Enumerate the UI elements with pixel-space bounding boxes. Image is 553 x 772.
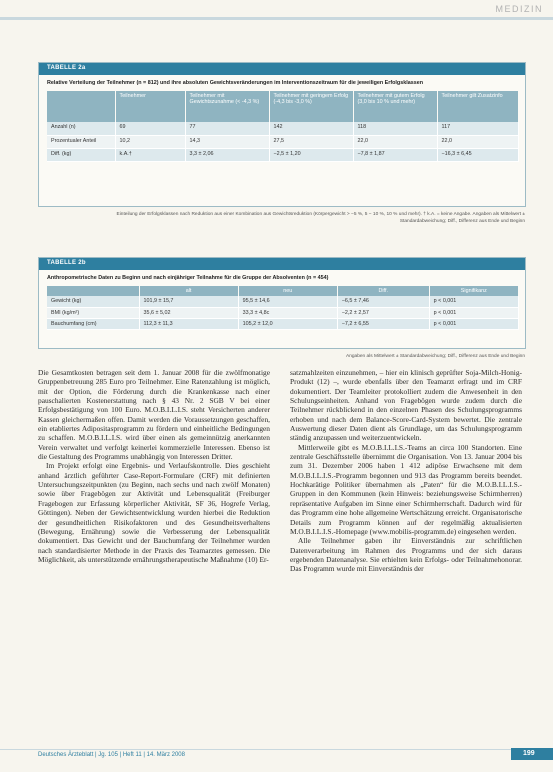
- table-cell: 142: [269, 122, 353, 135]
- header-rule: [0, 17, 553, 20]
- table-cell: 14,3: [185, 135, 269, 148]
- page-number: 199: [511, 748, 553, 760]
- table-2a-header-cell: Teilnehmer gilt Zusatzinfo: [437, 91, 519, 122]
- table-cell: p < 0,001: [429, 318, 518, 329]
- table-2b-title: Anthropometrische Daten zu Beginn und nach einjähriger Teilnahme für die Gruppe der Absolventen (n = 454): [47, 275, 329, 281]
- body-paragraph: Im Projekt erfolgt eine Ergebnis- und Verlaufskontrolle. Dies geschieht anhand ärztlich geführter Case-Report-Formulare (CRF) mit definierten Untersuchungszeitpunkten (zu Beginn, nach sechs und nach zwölf Monaten) sowie über Fragebögen zur Aktivität und Lebensqualität (Freiburger Fragebogen zur Erfassung körperlicher Aktivität, SF 36, Hogrefe Verlag, Göttingen). Neben der Gewichtsentwicklung wurden hierbei die Reduktion der gesundheitlichen Risikofaktoren und des Gesundheitsverhaltens (Bewegung, Ernährung) sowie die Verbesserung der Lebensqualität dokumentiert. Das Gewicht und der Bauchumfang der Teilnehmer wurden nach standardisierter Methode in der Praxis des Teamarztes gemessen. Die Möglichkeit, als unterstützende ernährungstherapeutische Maßnahme (10) Er-: [38, 461, 270, 564]
- table-2b-header-cell: [47, 286, 139, 296]
- footer-rule: [0, 749, 553, 750]
- table-2b-header-cell: alt: [139, 286, 238, 296]
- table-2b-header-cell: Diff.: [337, 286, 429, 296]
- table-2a-header-cell: Teilnehmer: [115, 91, 185, 122]
- body-paragraph: satzmahlzeiten einzunehmen, – hier ein klinisch geprüfter Soja-Milch-Honig-Produkt (12) –, wurde ebenfalls über den Teamarzt erfragt und im CRF dokumentiert. Der Teamleiter protokolliert zudem die Anwesenheit in den Schulungseinheiten. Anhand von Fragebögen wurde zudem durch die Teilnehmer rückblickend in den einzelnen Phasen des Schulungsprogramms erhoben und nach dem Balance-Score-Card-System bewertet. Die zentrale Auswertung dieser Daten dient als Grundlage, um das Schulungsprogramm ständig anzupassen und weiterzuentwickeln.: [290, 368, 522, 443]
- table-cell: 3,3 ± 2,06: [185, 148, 269, 161]
- table-cell: 22,0: [353, 135, 437, 148]
- journal-citation: Deutsches Ärzteblatt | Jg. 105 | Heft 11 | 14. März 2008: [38, 752, 185, 758]
- row-label: Anzahl (n): [47, 122, 115, 135]
- table-row: [47, 135, 519, 148]
- body-paragraph: Alle Teilnehmer gaben ihr Einverständnis zur schriftlichen Datenverarbeitung im Rahmen des Programms und der sich daraus ergebenden Datenanalyse. Sie erhielten kein Erfolgs- oder Teilnahmehonorar. Das Programm wurde mit Einverständnis der: [290, 536, 522, 574]
- table-cell: 105,2 ± 12,0: [238, 318, 337, 329]
- table-cell: p < 0,001: [429, 296, 518, 307]
- table-cell: 22,0: [437, 135, 519, 148]
- table-cell: 10,2: [115, 135, 185, 148]
- table-2b-header-cell: Signifikanz: [429, 286, 518, 296]
- row-label: Gewicht (kg): [47, 296, 139, 307]
- table-2a-header-cell: Teilnehmer mit Gewichtszunahme (< -4,3 %): [185, 91, 269, 122]
- table-2a-header-cell: Teilnehmer mit gutem Erfolg (3,0 bis 10 % und mehr): [353, 91, 437, 122]
- table-cell: 118: [353, 122, 437, 135]
- table-cell: −2,5 ± 1,20: [269, 148, 353, 161]
- table-cell: 33,3 ± 4,8c: [238, 307, 337, 318]
- table-2a-label: TABELLE 2a: [39, 63, 525, 75]
- table-2b: [38, 257, 526, 349]
- table-cell: −2,2 ± 2,57: [337, 307, 429, 318]
- table-cell: −6,5 ± 7,46: [337, 296, 429, 307]
- table-cell: −7,2 ± 6,55: [337, 318, 429, 329]
- table-cell: 69: [115, 122, 185, 135]
- body-column-left: [38, 368, 270, 564]
- row-label: Diff. (kg): [47, 148, 115, 161]
- table-row: [47, 318, 519, 329]
- table-2b-label: TABELLE 2b: [39, 258, 525, 270]
- table-row: [47, 296, 519, 307]
- table-2b-grid: [47, 286, 519, 330]
- table-cell: k.A.†: [115, 148, 185, 161]
- table-2a-note: Einteilung der Erfolgsklassen nach Reduktion aus einer Kombination aus Gewichtsreduktion (Körpergewicht > −5 %, 5 − 10 %, 10 % und mehr). † k.A. = keine Angabe. Angaben als Mittelwert ± Standardabweichung; Diff., Differenz aus Ende und Beginn: [116, 212, 525, 224]
- row-label: BMI (kg/m²): [47, 307, 139, 318]
- table-2a-header-cell: [47, 91, 115, 122]
- row-label: Bauchumfang (cm): [47, 318, 139, 329]
- body-paragraph: Die Gesamtkosten betragen seit dem 1. Januar 2008 für die zwölfmonatige Gruppenbetreuung 285 Euro pro Teilnehmer. Eine Ratenzahlung ist möglich, mit der Option, die Förderung durch die Krankenkasse nach einer pauschalierten Kostenerstattung nach § 43 Nr. 2 SGB V bei einer Erfolgsbestätigung von 100 Euro. M.O.B.I.L.I.S. steht Versicherten anderer Kassen gleichermaßen offen. Damit werden die Voraussetzungen geschaffen, ein etabliertes Adipositasprogramm zu fördern und einheitliche Bedingungen zu schaffen. M.O.B.I.L.I.S. wird über einen als gemeinnützig anerkannten Verein verwaltet und verfolgt keinerlei kommerzielle Interessen. Ebenso ist die Gestaltung des Programms unabhängig von Interessen Dritter.: [38, 368, 270, 462]
- table-2a: [38, 62, 526, 207]
- table-cell: 117: [437, 122, 519, 135]
- body-paragraph: Mittlerweile gibt es M.O.B.I.L.I.S.-Teams an circa 100 Standorten. Eine zentrale Geschäftsstelle übernimmt die Organisation. Von 13. Januar 2004 bis zum 31. Dezember 2006 haben 1 412 adipöse Erwachsene mit dem M.O.B.I.L.I.S.-Programm begonnen und 913 das Programm bereits beendet. Hochkarätige Politiker übernahmen als „Paten“ für die M.O.B.I.L.I.S.-Gruppen in den Kommunen (kein Hinweis: beziehungsweise Schirmherren) repräsentative Aufgaben im Sinne einer Schirmherrschaft. Dadurch wird für das Programm eine hohe allgemeine Wertschätzung erreicht. Organisatorische Details zum Programm können auf der regelmäßig aktualisierten M.O.B.I.L.I.S.-Homepage (www.mobilis-programm.de) eingesehen werden.: [290, 442, 522, 536]
- table-row: [47, 122, 519, 135]
- table-cell: 77: [185, 122, 269, 135]
- table-cell: 95,5 ± 14,6: [238, 296, 337, 307]
- table-cell: −7,8 ± 1,87: [353, 148, 437, 161]
- table-2a-header-cell: Teilnehmer mit geringem Erfolg (-4,3 bis -3,0 %): [269, 91, 353, 122]
- row-label: Prozentualer Anteil: [47, 135, 115, 148]
- table-row: [47, 148, 519, 161]
- table-cell: 101,9 ± 15,7: [139, 296, 238, 307]
- table-cell: p < 0,001: [429, 307, 518, 318]
- table-cell: −16,3 ± 6,45: [437, 148, 519, 161]
- table-row: [47, 307, 519, 318]
- body-column-right: [290, 368, 522, 574]
- table-2b-note: Angaben als Mittelwert ± Standardabweichung; Diff., Differenz aus Ende und Beginn: [346, 354, 525, 359]
- table-cell: 35,6 ± 5,02: [139, 307, 238, 318]
- table-2b-header-cell: neu: [238, 286, 337, 296]
- table-2a-title: Relative Verteilung der Teilnehmer (n = 812) und ihre absoluten Gewichtsveränderungen im Interventionszeitraum für die jeweiligen Erfolgsklassen: [47, 80, 423, 86]
- table-cell: 27,5: [269, 135, 353, 148]
- section-label: MEDIZIN: [495, 4, 543, 14]
- table-cell: 112,3 ± 11,3: [139, 318, 238, 329]
- table-2a-grid: [47, 91, 519, 162]
